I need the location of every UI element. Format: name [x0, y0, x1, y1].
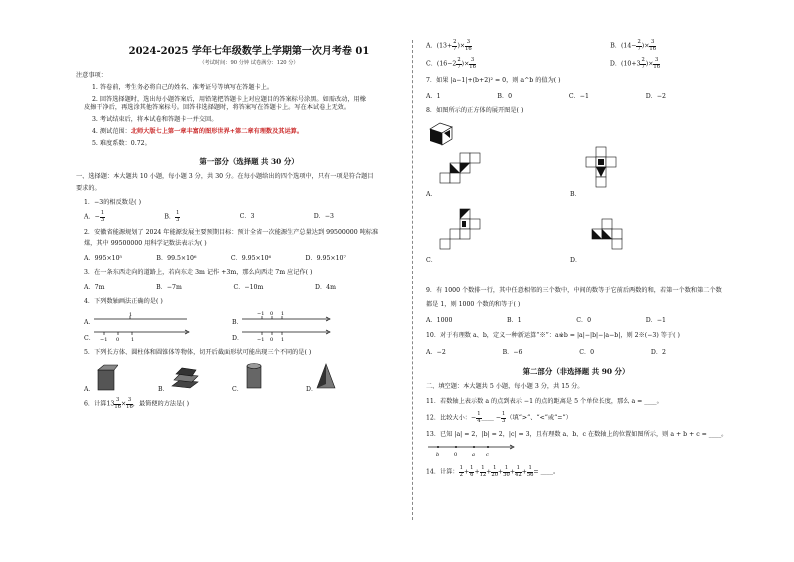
q4-numberline-a [92, 311, 192, 325]
q12-pre: 12．比较大小：− [426, 414, 477, 422]
q7-option-d[interactable]: D．−2 [645, 93, 666, 100]
q14-stem [426, 466, 726, 478]
q12-mid: ____ − [481, 414, 502, 422]
q3-option-b[interactable]: B．−7m [156, 284, 182, 291]
q6-d-den2: 16 [653, 63, 660, 70]
q12-d1: 4 [477, 417, 481, 424]
q10-option-d[interactable]: D．2 [650, 349, 666, 356]
q8-net-c [438, 207, 498, 259]
q14-term-6-num: 1 [528, 465, 532, 471]
q2-option-b[interactable]: B．99.5×10⁶ [156, 255, 197, 262]
q14-term-6-den: 56 [526, 471, 534, 478]
q6-a-frac2 [465, 40, 472, 52]
q6-option-b[interactable]: B．(14− $\frac{2}{7}$ )× $\frac{3}{16}$ [610, 39, 656, 52]
q3-option-c[interactable]: C．−10m [233, 284, 264, 291]
q14-plus-6: + [521, 468, 527, 476]
q1-option-a[interactable] [84, 211, 105, 223]
q7-options [426, 91, 666, 100]
q6-c-text: C．(16−2 [426, 60, 457, 68]
q1-option-c[interactable]: C．3 [239, 213, 255, 220]
q14-plus-5: + [509, 468, 516, 476]
q14-plus-4: + [498, 468, 504, 476]
q6-frac2-num: 3 [127, 397, 132, 403]
q5-cone-image [314, 362, 338, 392]
q9-options [426, 315, 666, 324]
q6-b-den2: 16 [649, 45, 656, 52]
q1-stem: 1．−3的相反数是( ) [84, 199, 141, 206]
part2-intro: 二、填空题：本大题共 5 小题，每小题 3 分，共 15 分。 [426, 383, 584, 390]
q6-frac-den: 16 [114, 403, 121, 410]
q4-option-a[interactable]: A． [84, 319, 95, 326]
q6-option-d[interactable]: D．(10+3 $\frac{2}{7}$ )× $\frac{3}{16}$ [609, 57, 660, 70]
q14-term-2-den: 12 [479, 471, 487, 478]
q5-option-c[interactable]: C． [232, 386, 243, 393]
q1-a-frac [100, 211, 105, 223]
q7-option-a[interactable]: A．1 [426, 93, 441, 100]
part1-intro: 一、选择题：本大题共 10 小题，每小题 3 分，共 30 分。在每小题给出的四个选项中，只有一项是符合题目 [76, 173, 374, 180]
q1-b-num: 1 [176, 210, 180, 216]
q14-term-1-den: 6 [470, 471, 474, 478]
q8-stem: 8．如图所示的正方体的展开图是( ) [426, 107, 524, 114]
q4-numberline-d [240, 326, 340, 342]
q6-c-den: 7 [457, 63, 461, 70]
q1-a-den: 3 [100, 216, 105, 223]
q11-stem: 11．若数轴上表示数 a 的点到表示 −1 的点的距离是 5 个单位长度，那么 a = ____。 [426, 398, 663, 405]
q5-books-image [170, 366, 200, 392]
column-divider [412, 40, 413, 520]
q4-d-tick-1: 1 [281, 337, 285, 342]
part2-title: 第二部分（非选择题 共 90 分） [522, 367, 630, 376]
q10-option-a[interactable]: A．−2 [426, 349, 446, 356]
q4-a-tick-1: 1 [129, 312, 133, 318]
q5-options [84, 360, 414, 394]
q5-option-d[interactable]: D． [306, 386, 318, 393]
q5-option-b[interactable]: B． [158, 386, 169, 393]
part1-title: 第一部分（选择题 共 30 分） [199, 157, 299, 166]
q6-b-frac [636, 40, 641, 52]
q9-option-c[interactable]: C．0 [576, 317, 592, 324]
q14-plus-1: + [463, 468, 470, 476]
notice-3: 3. 考试结束后，将本试卷和答题卡一并交回。 [92, 116, 218, 123]
q6-d-num: 2 [641, 57, 645, 63]
q6-c-num2: 3 [470, 57, 475, 63]
q8-net-a [438, 151, 498, 195]
q6-d-frac2 [653, 58, 660, 70]
q6-stem-pre: 6．计算 [84, 400, 107, 408]
q6-a-den2: 16 [465, 45, 472, 52]
q5-box-image [94, 364, 118, 392]
q6-stem-post: ，最简便的方法是( ) [132, 400, 190, 408]
q6-times: × [120, 400, 127, 408]
q1-b-label: B． [164, 213, 176, 221]
q9-stem-2: 都是 1，则 1000 个数的和等于( ) [426, 301, 521, 308]
q13-label-a: a [472, 452, 475, 458]
part1-intro-2: 要求的。 [76, 185, 101, 192]
q5-cylinder-image [244, 362, 264, 392]
q1-options [84, 211, 334, 223]
q9-option-a[interactable]: A．1000 [426, 317, 453, 324]
q6-stem [84, 398, 414, 410]
q3-stem: 3．在一条东西走向的道路上，若向东走 3m 记作 +3m，那么向西走 7m 应记作( ) [84, 269, 313, 276]
q8-option-b[interactable]: B． [570, 191, 581, 198]
q2-option-a[interactable]: A．995×10⁵ [84, 255, 123, 262]
q10-options [426, 347, 666, 356]
q13-stem: 13．已知 |a| = 2，|b| = 2，|c| = 3，且有理数 a、b、c 在数轴上的位置如图所示，则 a + b + c = ____。 [426, 431, 728, 438]
q9-option-d[interactable]: D．−1 [645, 317, 666, 324]
q10-option-b[interactable]: B．−6 [502, 349, 523, 356]
q12-post: （填“>”、“<”或“=”） [506, 414, 572, 422]
q9-stem: 9．有 1000 个数排一行，其中任意相邻的三个数中，中间的数等于它前后两数的和，若第一个数和第二个数 [426, 287, 722, 294]
q4-d-tick-0: 0 [270, 337, 274, 342]
q14-term-0-num: 1 [459, 465, 463, 471]
q13-numberline [426, 442, 516, 458]
q8-option-a[interactable]: A． [426, 191, 437, 198]
q6-a-text: A．(13+ [426, 42, 453, 50]
q6-d-num2: 3 [655, 57, 659, 63]
q14-term-5 [515, 466, 522, 478]
q6-options-row1 [426, 40, 656, 52]
q3-option-d[interactable]: D．4m [315, 284, 336, 291]
q1-option-b[interactable] [164, 211, 180, 223]
q8-option-d[interactable]: D． [570, 257, 582, 264]
q6-a-num2: 3 [466, 39, 471, 45]
q4-numberline-b [240, 311, 340, 325]
q14-term-2-num: 1 [481, 465, 485, 471]
right-column [426, 40, 726, 478]
q6-a-num: 2 [453, 39, 457, 45]
q4-c-tick-1: 1 [131, 337, 135, 342]
q7-option-c[interactable]: C．−1 [568, 93, 589, 100]
q8-cube-image [428, 121, 454, 147]
q14-plus-2: + [474, 468, 480, 476]
q13-label-c: c [486, 452, 489, 458]
q4-option-c[interactable]: C． [84, 335, 95, 342]
q2-options [84, 253, 346, 262]
q14-pre: 14．计算： [426, 468, 459, 476]
q1-a-label: A．− [84, 213, 100, 221]
q6-b-text: B．(14− [610, 42, 637, 50]
notice-4 [84, 128, 414, 136]
q14-plus-3: + [486, 468, 492, 476]
q1-b-frac [175, 211, 180, 223]
q3-options [84, 282, 336, 291]
left-column [76, 34, 414, 410]
q14-term-1-num: 1 [470, 465, 474, 471]
notice-2: 2. 回答选择题时，选出每小题答案后，用铅笔把答题卡上对应题目的答案标号涂黑。如需改动，用橡 [92, 96, 366, 103]
q5-stem: 5．下列长方体、圆柱体和圆锥体等物体，切开后截面形状可能出现三个不同的是( ) [84, 349, 312, 356]
q6-option-a[interactable]: A．(13+ $\frac{2}{7}$ )× $\frac{3}{16}$ [426, 39, 472, 52]
q6-a-den: 7 [453, 45, 457, 52]
q14-term-5-num: 1 [516, 465, 520, 471]
q14-term-0-den: 2 [459, 471, 463, 478]
page-title: 2024-2025 学年七年级数学上学期第一次月考卷 01 [128, 46, 370, 57]
q10-option-c[interactable]: C．0 [579, 349, 595, 356]
q14-term-3-den: 20 [491, 471, 499, 478]
q5-option-a[interactable]: A． [84, 386, 95, 393]
q6-frac-num: 3 [116, 397, 120, 403]
notice-heading: 注意事项： [76, 72, 107, 79]
q4-option-d[interactable]: D． [232, 335, 244, 342]
notice-5: 5. 难度系数：0.72。 [92, 140, 151, 147]
q14-term-3-num: 1 [493, 465, 497, 471]
q9-option-b[interactable]: B．1 [507, 317, 522, 324]
q6-b-num: 2 [637, 39, 641, 45]
notice-4-label: 4. 测试范围： [92, 128, 131, 135]
q6-options-row2 [426, 58, 660, 70]
q8-net-d [580, 217, 640, 261]
q14-term-5-den: 42 [515, 471, 522, 478]
q4-b-tick-1: 1 [281, 311, 285, 317]
q4-numberline-c [92, 326, 192, 342]
q12-stem [426, 412, 726, 424]
q12-n1: 1 [477, 411, 481, 417]
q6-whole: 13 [106, 400, 115, 408]
q6-b-frac2 [649, 40, 656, 52]
q14-term-4-num: 1 [504, 465, 509, 471]
q10-stem: 10．对于有理数 a、b，定义一种新运算“※”：a※b = |a|−|b|−|a−b|，则 2※(−3) 等于( ) [426, 332, 680, 339]
q1-b-den: 3 [176, 216, 180, 223]
q12-d2: 3 [502, 417, 506, 424]
q4-option-b[interactable]: B． [232, 319, 243, 326]
q8-net-b [580, 145, 640, 195]
q14-term-4 [503, 466, 510, 478]
q7-stem: 7．如果 |a−1|+(b+2)² = 0，则 a^b 的值为( ) [426, 77, 561, 84]
q4-b-tick-neg1: −1 [257, 311, 265, 317]
q1-option-d[interactable]: D．−3 [313, 213, 334, 220]
q6-c-den2: 16 [469, 63, 476, 70]
q13-label-b: b [436, 452, 440, 458]
q4-d-tick-neg1: −1 [257, 337, 265, 342]
q8-options [426, 151, 726, 281]
q4-stem: 4．下列数轴画法正确的是( ) [84, 298, 163, 305]
notice-1: 1. 答卷前，考生务必将自己的姓名、准考证号等填写在答题卡上。 [92, 84, 274, 91]
q4-options [84, 309, 414, 343]
q6-b-num2: 3 [651, 39, 655, 45]
q14-post: = ____。 [533, 468, 560, 476]
q4-c-tick-neg1: −1 [100, 337, 108, 342]
q13-label-0: 0 [454, 452, 458, 458]
page-subtitle: （考试时间：90 分钟 试卷满分：120 分） [199, 60, 299, 66]
scope-text: 北师大版七上第一章丰富的图形世界+第二章有理数及其运算。 [130, 128, 304, 135]
q6-c-frac [456, 58, 461, 70]
q6-b-den: 7 [637, 45, 641, 52]
q6-option-c[interactable]: C．(16−2 $\frac{2}{7}$ )× $\frac{3}{16}$ [426, 57, 476, 70]
q6-frac [114, 398, 121, 410]
q6-d-text: D．(10+3 [609, 60, 641, 68]
q4-b-tick-0: 0 [270, 311, 274, 317]
q14-term-4-den: 30 [503, 471, 510, 478]
q3-option-a[interactable]: A．7m [84, 284, 105, 291]
q8-option-c[interactable]: C． [426, 257, 437, 264]
q7-option-b[interactable]: B．0 [497, 93, 513, 100]
q12-n2: 1 [502, 411, 506, 417]
q6-a-frac [452, 40, 457, 52]
q6-c-num: 2 [457, 57, 461, 63]
q2-option-d[interactable]: D．9.95×10⁷ [305, 255, 346, 262]
q4-c-tick-0: 0 [116, 337, 120, 342]
q6-d-frac [640, 58, 645, 70]
q6-c-frac2 [469, 58, 476, 70]
q2-option-c[interactable]: C．9.95×10⁶ [230, 255, 272, 262]
q6-frac2-den: 16 [126, 403, 133, 410]
q2-stem: 2．安徽省能源规划了 2024 年能源发展主要预期目标：预计全省一次能源生产总量达到 99500000 吨标准 [84, 229, 379, 236]
q1-a-num: 1 [100, 210, 105, 216]
q2-stem-2: 煤，其中 99500000 用科学记数法表示为( ) [84, 240, 207, 247]
notice-2b: 皮擦干净后，再选涂其他答案标号。回答非选择题时，将答案写在答题卡上。写在本试卷上无效。 [84, 104, 351, 111]
q6-frac-2 [126, 398, 133, 410]
q6-d-den: 7 [641, 63, 645, 70]
